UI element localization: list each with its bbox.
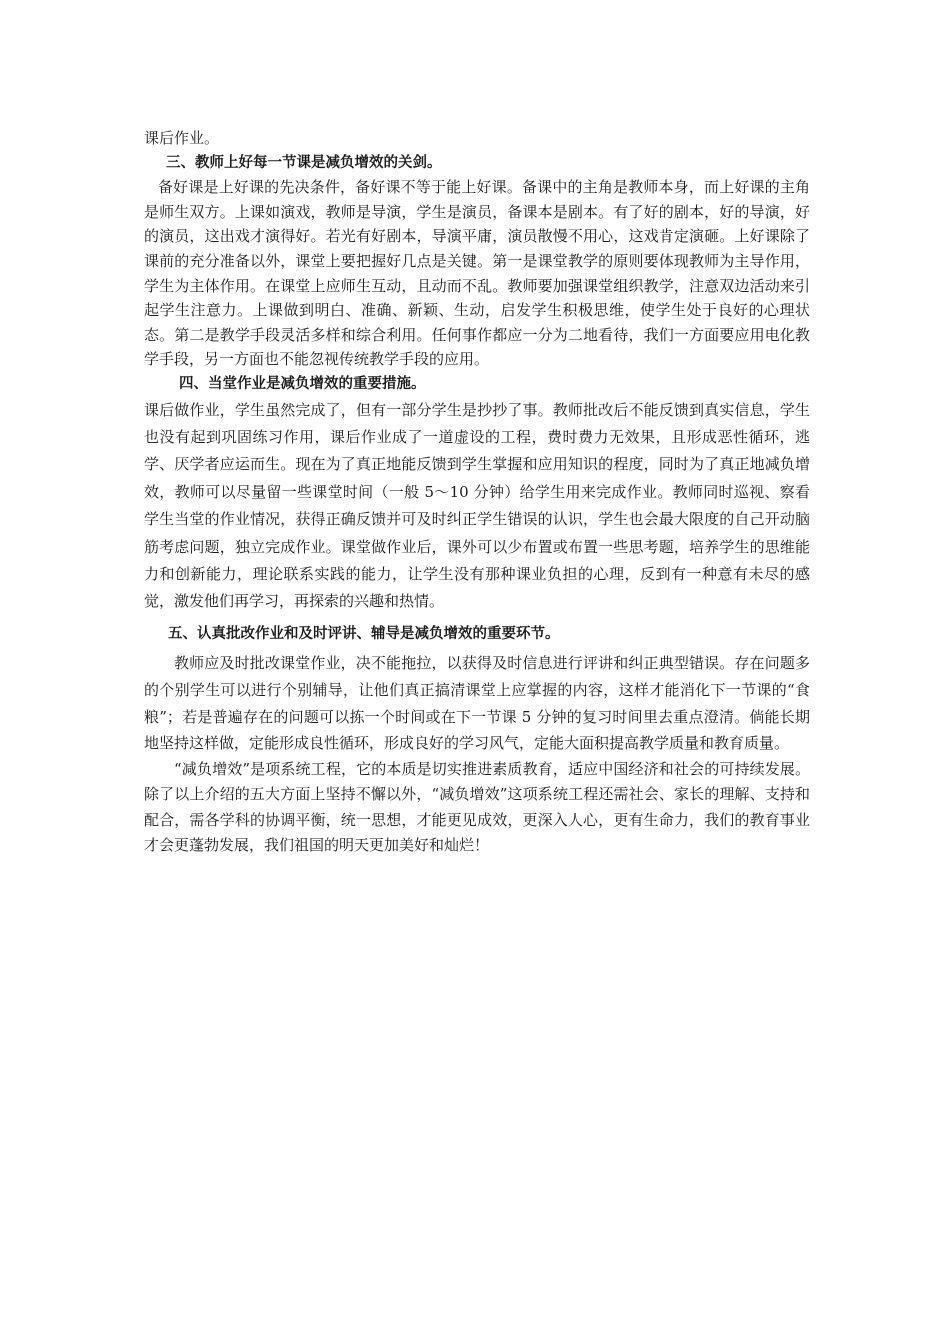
paragraph-section-5: 教师应及时批改课堂作业，决不能拖拉，以获得及时信息进行评讲和纠正典型错误。存在问题多的个别学生可以进行个别辅导，让他们真正搞清课堂上应掌握的内容，这样才能消化下一节课的“食粮”；若是普遍存在的问题可以拣一个时间或在下一节课 5 分钟的复习时间里去重点澄清。倘能长期地坚持这样做，定能形成良性循环，形成良好的学习风气，定能大面积提高教学质量和教育质量。 [144,654,810,753]
section-heading-3: 三、教师上好每一节课是减负增效的关剑。 [166,154,442,171]
paragraph-section-3: 备好课是上好课的先决条件，备好课不等于能上好课。备课中的主角是教师本身，而上好课的主角是师生双方。上课如演戏，教师是导演，学生是演员，备课本是剧本。有了好的剧本，好的导演，好的演员，这出戏才演得好。若光有好剧本，导演平庸，演员散慢不用心，这戏肯定演砸。上好课除了课前的充分准备以外，课堂上要把握好几点是关键。第一是课堂教学的原则要体现教师为主导作用，学生为主体作用。在课堂上应师生互动，且动而不乱。教师要加强课堂组织教学，注意双边活动来引起学生注意力。上课做到明白、准确、新颖、生动，启发学生积极思维，使学生处于良好的心理状态。第二是教学手段灵活多样和综合利用。任何事作都应一分为二地看待，我们一方面要应用电化教学手段，另一方面也不能忽视传统教学手段的应用。 [144,178,810,369]
section-heading-4: 四、当堂作业是减负增效的重要措施。 [179,375,426,392]
document-page [144,126,810,859]
section-heading-5: 五、认真批改作业和及时评讲、辅导是减负增效的重要环节。 [168,625,560,642]
paragraph-section-4: 课后做作业，学生虽然完成了，但有一部分学生是抄抄了事。教师批改后不能反馈到真实信息，学生也没有起到巩固练习作用，课后作业成了一道虚设的工程，费时费力无效果，且形成恶性循环，逃学、厌学者应运而生。现在为了真正地能反馈到学生掌握和应用知识的程度，同时为了真正地减负增效，教师可以尽量留一些课堂时间（一般 5～10 分钟）给学生用来完成作业。教师同时巡视、察看学生当堂的作业情况，获得正确反馈并可及时纠正学生错误的认识，学生也会最大限度的自己开动脑筋考虑问题，独立完成作业。课堂做作业后，课外可以少布置或布置一些思考题，培养学生的思维能力和创新能力，理论联系实践的能力，让学生没有那种课业负担的心理，反到有一种意有未尽的感觉，激发他们再学习，再探索的兴趣和热情。 [144,400,810,611]
paragraph-conclusion: “减负增效”是项系统工程，它的本质是切实推进素质教育，适应中国经济和社会的可持续发展。除了以上介绍的五大方面上坚持不懈以外，“减负增效”这项系统工程还需社会、家长的理解、支持和配合，需各学科的协调平衡，统一思想，才能更见成效，更深入人心，更有生命力，我们的教育事业才会更蓬勃发展，我们祖国的明天更加美好和灿烂！ [144,759,810,855]
paragraph-intro-tail: 课后作业。 [144,129,220,147]
